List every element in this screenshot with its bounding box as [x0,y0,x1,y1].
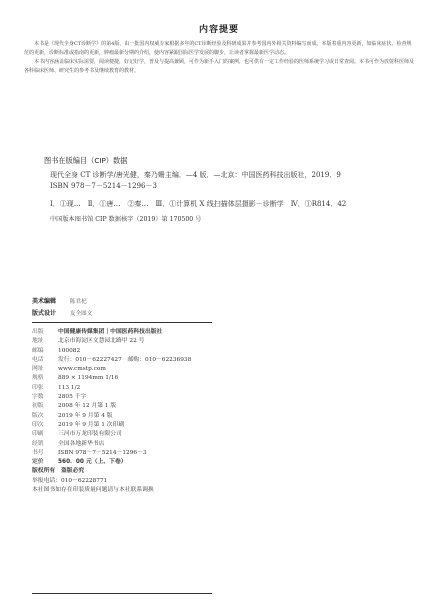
divider-top [32,322,212,323]
pub-row [32,458,332,467]
pub-row [32,402,332,411]
pub-value: 2008 年 12 月第 1 版 [58,403,117,410]
pub-row [32,337,332,346]
staff-label: 美术编辑 [32,298,57,305]
staff-credits [32,296,92,320]
pub-value: www.cmstp.com [58,366,106,373]
divider-bottom [32,593,212,594]
pub-label: 字数 [32,394,44,401]
staff-label: 版式设计 [32,310,57,317]
pub-label: 书号 [32,449,44,456]
pub-value: 发行：010－62227427 邮购：010－62236938 [58,356,192,363]
pub-row [32,440,332,449]
pub-value: 100082 [58,347,81,354]
pub-value: 2805 千字 [58,394,87,401]
page-title: 内容提要 [198,25,239,35]
pub-row [32,365,332,374]
staff-row [32,296,92,308]
pub-value: 北京市海淀区文慧园北路甲 22 号 [58,338,145,345]
pub-label: 邮编 [32,347,44,354]
pub-row [32,412,332,421]
hotline: 举报电话：010－62228771 [32,477,108,484]
cip-isbn: ISBN 978－7－5214－1296－3 [50,182,157,190]
pub-row [32,374,332,383]
pub-row [32,430,332,439]
pub-row [32,328,332,337]
pub-row [32,421,332,430]
pub-label: 定价 [32,459,44,466]
pub-label: 电话 [32,356,44,363]
pub-label: 印刷 [32,431,44,438]
pub-label: 出版 [32,329,44,335]
publication-info [32,328,332,495]
summary-paragraph: 本书内容涵盖临床实际需要，阅读便捷，好记好学，普及与提高兼顾，可作为新手入门的案例，也可供有一定工作经验的医师系统学习或日常查阅。本书可作为放射科医师及各科临床医师、研究生的参考书及继续教育的教材。 [24,59,415,74]
pub-row [32,384,332,393]
pub-row [32,449,332,458]
staff-value: 陈君杞 [69,299,87,305]
cip-number: 中国版本图书馆 CIP 数据核字（2019）第 170500 号 [50,216,202,223]
pub-label: 印张 [32,384,44,391]
rights-notice: 版权所有 盗版必究 [32,468,85,475]
pub-row [32,393,332,402]
pub-label: 经销 [32,440,44,447]
cip-bibliographic-line: 现代全身 CT 诊断学/唐光健，秦乃姗主编．—4 版．—北京：中国医药科技出版社，2019．9 [50,171,341,179]
pub-value: 2019 年 9 月第 4 版 [58,412,113,419]
pub-label: 初版 [32,403,44,410]
pub-value: 2019 年 9 月第 1 次印刷 [58,421,125,428]
pub-label: 版次 [32,412,44,419]
cip-heading: 图书在版编目（CIP）数据 [44,156,128,165]
cip-classification: Ⅰ．①现… Ⅱ．①唐… ②秦… Ⅲ．①计算机 X 线扫描体层摄影－诊断学 Ⅳ．①R814．42 [50,200,347,208]
pub-row [32,356,332,365]
pub-value: 全国各地新华书店 [58,440,105,447]
pub-value: 889 × 1194mm 1/16 [58,375,119,382]
pub-value: 三河市万龙印装有限公司 [58,431,122,438]
cip-record [50,170,420,225]
staff-row [32,308,92,320]
pub-label: 印次 [32,421,44,428]
quality-notice: 本社图书如存在印装质量问题请与本社联系调换 [32,487,154,494]
pub-label: 规格 [32,375,44,382]
pub-row [32,347,332,356]
pub-value: 113 1/2 [58,384,81,391]
pub-value: 中国健康传媒集团｜中国医药科技出版社 [58,329,163,335]
pub-value: ISBN 978－7－5214－1296－3 [58,449,147,456]
staff-value: 友全图文 [69,311,93,317]
summary-paragraph: 本书是《现代全身CT诊断学》的第4版，由一批国内权威专家根据多年的CT诊断经验及科研成果并参考国内外相关资料编写而成。本版着重内容更新，如临床症状、检查规范的更新，诊断标准或指南的更新，肿瘤最新分期的介绍，使内容紧跟国际医学发展的脚步，让读者掌握最新医学动态。 [24,41,412,56]
pub-label: 网址 [32,366,44,373]
pub-value: 560．00 元（上、下卷） [58,459,127,466]
summary-section [24,40,414,76]
pub-label: 地址 [32,338,44,345]
